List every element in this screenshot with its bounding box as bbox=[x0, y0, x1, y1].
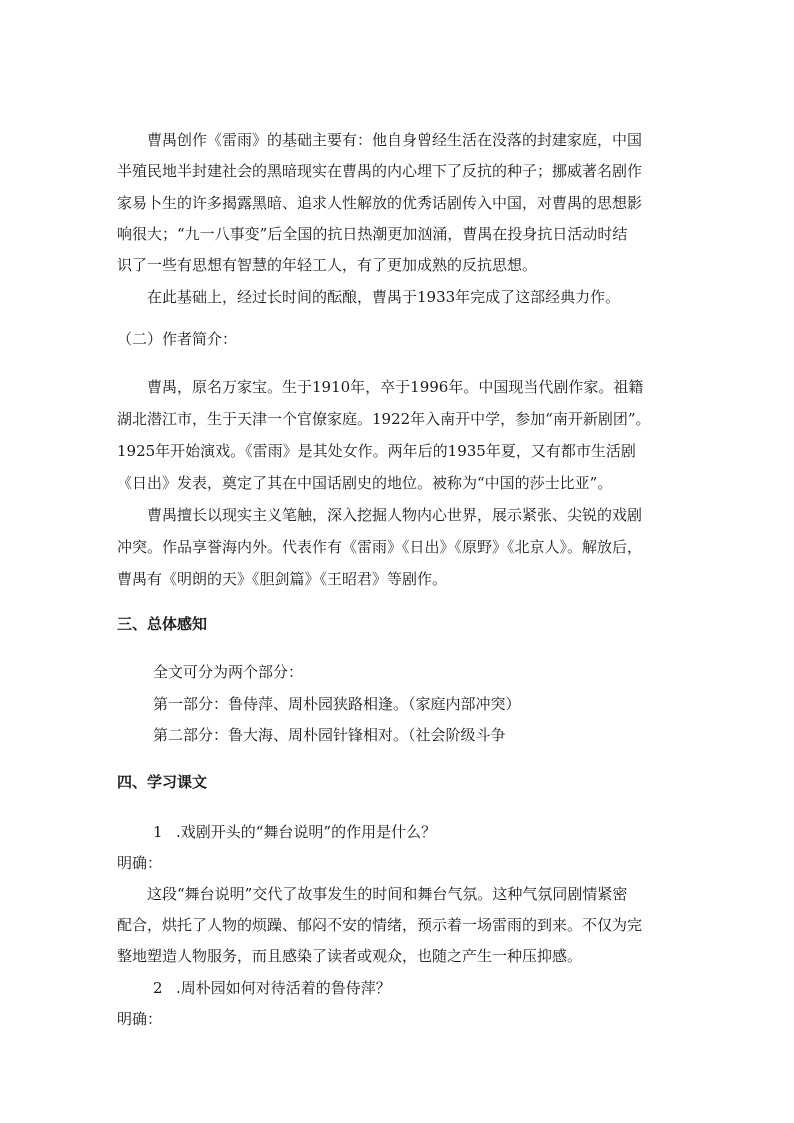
study-section-heading: 四、学习课文 bbox=[117, 773, 208, 791]
author-para1-line-2: 湖北潜江市，生于天津一个官僚家庭。1922年入南开中学，参加“南开新剧团”。 bbox=[117, 410, 651, 428]
author-para2-line-3: 曹禺有《明朗的天》《胆剑篇》《王昭君》等剧作。 bbox=[117, 570, 448, 588]
author-section-heading: （二）作者简介： bbox=[117, 330, 238, 348]
question-1-number: 1 bbox=[153, 823, 163, 841]
overview-part-2: 第二部分：鲁大海、周朴园针锋相对。（社会阶级斗争 bbox=[153, 726, 506, 744]
author-para2-line-1: 曹禺擅长以现实主义笔触，深入挖掘人物内心世界，展示紧张、尖锐的戏剧 bbox=[147, 506, 643, 524]
intro-line-4: 响很大；“九一八事变”后全国的抗日热潮更加汹涌，曹禺在投身抗日活动时结 bbox=[117, 225, 628, 243]
answer-1-line-2: 配合，烘托了人物的烦躁、郁闷不安的情绪，预示着一场雷雨的到来。不仅为完 bbox=[117, 916, 643, 934]
overview-part-1: 第一部分：鲁侍萍、周朴园狭路相逢。（家庭内部冲突） bbox=[153, 695, 521, 713]
answer-1-line-1: 这段“舞台说明”交代了故事发生的时间和舞台气氛。这种气氛同剧情紧密 bbox=[147, 885, 628, 903]
answer-1-line-3: 整地塑造人物服务，而且感染了读者或观众，也随之产生一种压抑感。 bbox=[117, 947, 583, 965]
intro-line-5: 识了一些有思想有智慧的年轻工人，有了更加成熟的反抗思想。 bbox=[117, 256, 538, 274]
intro-conclusion: 在此基础上，经过长时间的酝酿，曹禺于1933年完成了这部经典力作。 bbox=[147, 288, 621, 306]
question-1-text: .戏剧开头的“舞台说明”的作用是什么？ bbox=[176, 823, 437, 841]
overview-section-heading: 三、总体感知 bbox=[117, 615, 208, 633]
intro-line-3: 家易卜生的许多揭露黑暗、追求人性解放的优秀话剧传入中国，对曹禺的思想影 bbox=[117, 194, 643, 212]
intro-line-1: 曹禺创作《雷雨》的基础主要有：他自身曾经生活在没落的封建家庭，中国 bbox=[147, 131, 643, 149]
author-para1-line-4: 《日出》发表，奠定了其在中国话剧史的地位。被称为“中国的莎士比亚”。 bbox=[117, 474, 613, 492]
intro-line-2: 半殖民地半封建社会的黑暗现实在曹禺的内心埋下了反抗的种子；挪威著名剧作 bbox=[117, 162, 643, 180]
answer-label-2: 明确： bbox=[117, 1010, 163, 1028]
author-para2-line-2: 冲突。作品享誉海内外。代表作有《雷雨》《日出》《原野》《北京人》。解放后， bbox=[117, 538, 643, 556]
question-2-text: .周朴园如何对待活着的鲁侍萍？ bbox=[176, 979, 391, 997]
overview-intro: 全文可分为两个部分： bbox=[153, 663, 304, 681]
author-para1-line-3: 1925年开始演戏。《雷雨》是其处女作。两年后的1935年夏，又有都市生活剧 bbox=[117, 442, 636, 460]
question-2-number: 2 bbox=[153, 979, 163, 997]
author-para1-line-1: 曹禺，原名万家宝。生于1910年，卒于1996年。中国现当代剧作家。祖籍 bbox=[147, 378, 644, 396]
answer-label-1: 明确： bbox=[117, 854, 163, 872]
